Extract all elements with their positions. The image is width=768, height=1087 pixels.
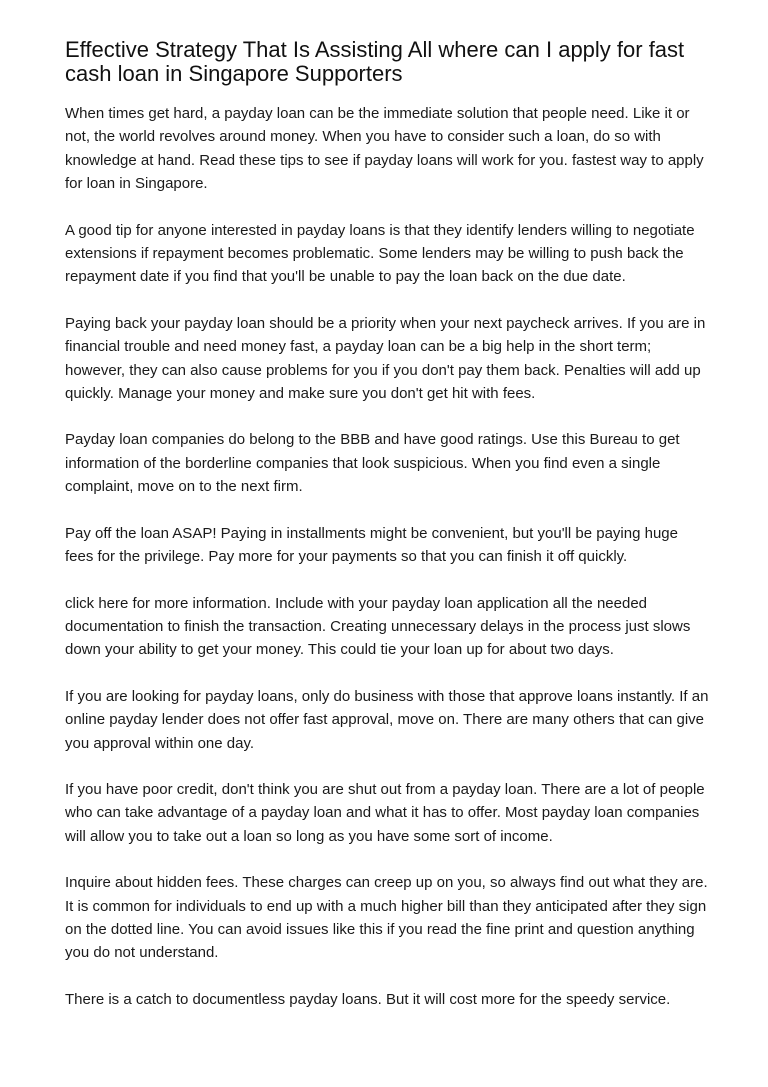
paragraph-10: There is a catch to documentless payday loans. But it will cost more for the speedy service.	[65, 990, 671, 1008]
document-title: Effective Strategy That Is Assisting All where can I apply for fast cash loan in Singapore Supporters	[65, 37, 685, 86]
paragraph-5: Pay off the loan ASAP! Paying in installments might be convenient, but you'll be paying huge fees for the privilege. Pay more for your payments so that you can finish it off quickly.	[65, 524, 678, 566]
paragraph-2: A good tip for anyone interested in payday loans is that they identify lenders willing to negotiate extensions if repayment becomes problematic. Some lenders may be willing to push back the repayment date if you find that you'll be unable to pay the loan back on the due date.	[65, 221, 695, 286]
paragraph-8: If you have poor credit, don't think you are shut out from a payday loan. There are a lot of people who can take advantage of a payday loan and what it has to offer. Most payday loan companies will allow you to take out a loan so long as you have some sort of income.	[65, 780, 705, 845]
paragraph-4: Payday loan companies do belong to the BBB and have good ratings. Use this Bureau to get information of the borderline companies that look suspicious. When you find even a single complaint, move on to the next firm.	[65, 431, 680, 496]
paragraph-9: Inquire about hidden fees. These charges can creep up on you, so always find out what they are. It is common for individuals to end up with a much higher bill than they anticipated after they sign on the dotted line. You can avoid issues like this if you read the fine print and question anything you do not understand.	[65, 874, 708, 962]
paragraph-6: click here for more information. Include with your payday loan application all the needed documentation to finish the transaction. Creating unnecessary delays in the process just slows down your ability to get your money. This could tie your loan up for about two days.	[65, 594, 691, 659]
paragraph-3: Paying back your payday loan should be a priority when your next paycheck arrives. If you are in financial trouble and need money fast, a payday loan can be a big help in the short term; however, they can also cause problems for you if you don't pay them back. Penalties will add up quickly. Manage your money and make sure you don't get hit with fees.	[65, 314, 706, 403]
paragraph-1: When times get hard, a payday loan can be the immediate solution that people need. Like it or not, the world revolves around money. When you have to consider such a loan, do so with knowledge at hand. Read these tips to see if payday loans will work for you. fastest way to apply for loan in Singapore.	[65, 105, 704, 193]
document-page	[65, 38, 710, 1034]
paragraph-7: If you are looking for payday loans, only do business with those that approve loans instantly. If an online payday lender does not offer fast approval, move on. There are many others that can give you approval within one day.	[65, 687, 709, 752]
